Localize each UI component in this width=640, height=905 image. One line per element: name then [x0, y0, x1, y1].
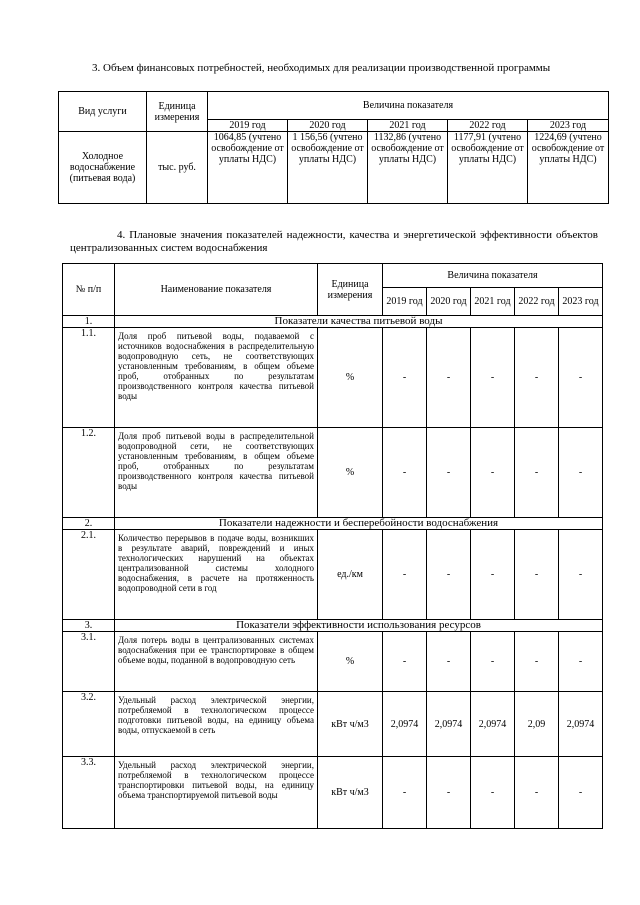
value-cell: -	[515, 757, 559, 829]
section3-title: 3. Объем финансовых потребностей, необходимых для реализации производственной программы	[92, 62, 551, 74]
year-header: 2022 год	[515, 288, 559, 316]
indicator-name: Количество перерывов в подаче воды, возникших в результате аварий, повреждений и иных технологических нарушений на объектах централизованной системы холодного водоснабжения, в расчете на протяженность водопроводной сети в год	[115, 530, 318, 620]
unit-cell: %	[318, 328, 383, 428]
row-number: 3.1.	[63, 632, 115, 692]
unit-cell: %	[318, 632, 383, 692]
value-cell: -	[559, 428, 603, 518]
header-service: Вид услуги	[59, 92, 147, 132]
unit-cell: кВт ч/м3	[318, 757, 383, 829]
value-cell: -	[559, 757, 603, 829]
indicators-table	[62, 263, 603, 829]
year-header: 2020 год	[427, 288, 471, 316]
year-header: 2019 год	[383, 288, 427, 316]
value-cell: 2,0974	[427, 692, 471, 757]
row-number: 1.1.	[63, 328, 115, 428]
value-cell: -	[427, 530, 471, 620]
value-cell: 2,09	[515, 692, 559, 757]
value-cell: -	[515, 530, 559, 620]
group-number: 1.	[63, 316, 115, 328]
year-header: 2023 год	[559, 288, 603, 316]
value-cell: -	[471, 757, 515, 829]
value-cell: -	[427, 632, 471, 692]
row-number: 3.2.	[63, 692, 115, 757]
group-number: 2.	[63, 518, 115, 530]
value-cell: -	[383, 428, 427, 518]
value-cell: -	[383, 757, 427, 829]
financial-needs-table	[58, 91, 609, 204]
row-number: 3.3.	[63, 757, 115, 829]
unit-cell: ед./км	[318, 530, 383, 620]
indicator-name: Удельный расход электрической энергии, потребляемой в технологическом процессе подготовки питьевой воды, на единицу объема воды, отпускаемой в сеть	[115, 692, 318, 757]
header-unit: Единица измерения	[147, 92, 208, 132]
group-title: Показатели эффективности использования ресурсов	[115, 620, 603, 632]
row-number: 2.1.	[63, 530, 115, 620]
value-cell: -	[427, 428, 471, 518]
value-cell: -	[515, 428, 559, 518]
year-header: 2019 год	[208, 120, 288, 132]
group-number: 3.	[63, 620, 115, 632]
value-cell: -	[383, 530, 427, 620]
year-header: 2021 год	[471, 288, 515, 316]
year-header: 2022 год	[448, 120, 528, 132]
value-cell: -	[559, 530, 603, 620]
value-cell: 2,0974	[471, 692, 515, 757]
value-cell: 2,0974	[383, 692, 427, 757]
value-cell: -	[427, 757, 471, 829]
value-cell: -	[471, 328, 515, 428]
value-cell: -	[471, 428, 515, 518]
value-cell: -	[471, 632, 515, 692]
header-value: Величина показателя	[208, 92, 609, 120]
group-title: Показатели надежности и бесперебойности водоснабжения	[115, 518, 603, 530]
header-num: № п/п	[63, 264, 115, 316]
value-cell: -	[427, 328, 471, 428]
year-header: 2023 год	[528, 120, 609, 132]
value-cell: -	[515, 328, 559, 428]
value-cell: -	[383, 328, 427, 428]
section4-title: 4. Плановые значения показателей надежности, качества и энергетической эффективности объектов централизованных систем водоснабжения	[70, 229, 598, 254]
indicator-name: Доля потерь воды в централизованных системах водоснабжения при ее транспортировке в общем объеме воды, поданной в водопроводную сеть	[115, 632, 318, 692]
indicator-name: Удельный расход электрической энергии, потребляемой в технологическом процессе транспортировки питьевой воды, на единицу объема транспортируемой питьевой воды	[115, 757, 318, 829]
header-name: Наименование показателя	[115, 264, 318, 316]
year-header: 2020 год	[288, 120, 368, 132]
header-unit: Единица измерения	[318, 264, 383, 316]
value-cell: 1132,86 (учтено освобождение от уплаты НДС)	[368, 132, 448, 204]
value-cell: 1224,69 (учтено освобождение от уплаты НДС)	[528, 132, 609, 204]
value-cell: -	[559, 632, 603, 692]
row-number: 1.2.	[63, 428, 115, 518]
value-cell: -	[559, 328, 603, 428]
value-cell: 1064,85 (учтено освобождение от уплаты НДС)	[208, 132, 288, 204]
unit-cell: %	[318, 428, 383, 518]
value-cell: -	[515, 632, 559, 692]
value-cell: -	[471, 530, 515, 620]
value-cell: 1177,91 (учтено освобождение от уплаты НДС)	[448, 132, 528, 204]
service-name: Холодное водоснабжение (питьевая вода)	[59, 132, 147, 204]
unit-cell: кВт ч/м3	[318, 692, 383, 757]
indicator-name: Доля проб питьевой воды, подаваемой с источников водоснабжения в распределительную водопроводную сеть, не соответствующих установленным требованиям, в общем объеме проб, отобранных по результатам производственного контроля качества питьевой воды	[115, 328, 318, 428]
header-value: Величина показателя	[383, 264, 603, 288]
value-cell: 2,0974	[559, 692, 603, 757]
value-cell: 1 156,56 (учтено освобождение от уплаты НДС)	[288, 132, 368, 204]
group-title: Показатели качества питьевой воды	[115, 316, 603, 328]
year-header: 2021 год	[368, 120, 448, 132]
value-cell: -	[383, 632, 427, 692]
unit-cell: тыс. руб.	[147, 132, 208, 204]
indicator-name: Доля проб питьевой воды в распределительной водопроводной сети, не соответствующих установленным требованиям, в общем объеме проб, отобранных по результатам производственного контроля качества питьевой воды	[115, 428, 318, 518]
